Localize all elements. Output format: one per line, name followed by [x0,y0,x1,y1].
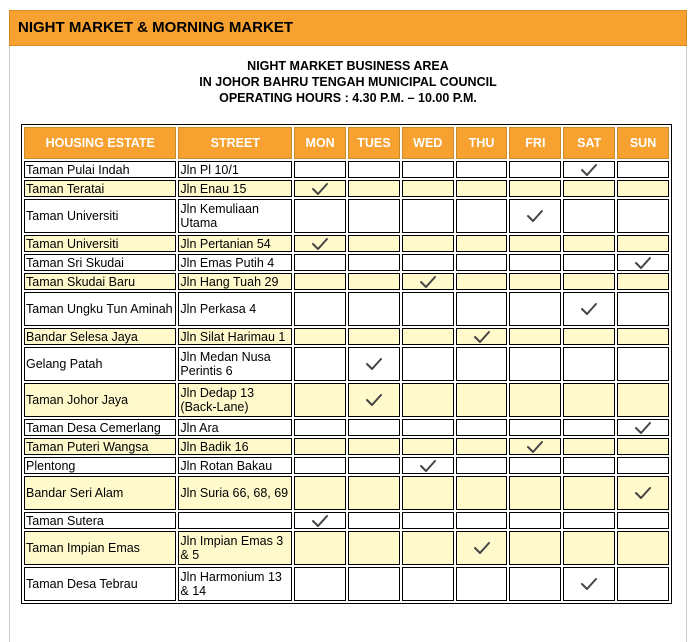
day-cell-wed [402,273,454,290]
checkmark-icon [580,163,598,177]
day-cell-wed [402,292,454,326]
street-cell: Jln Rotan Bakau [178,457,292,474]
table-row [24,457,669,474]
day-cell-thu [456,161,508,178]
day-cell-tues [348,292,400,326]
housing-estate-cell: Taman Universiti [24,235,176,252]
day-cell-mon [294,383,346,417]
page-title: NIGHT MARKET & MORNING MARKET [18,19,293,36]
table-row [24,438,669,455]
day-cell-sat [563,383,615,417]
day-cell-sat [563,438,615,455]
checkmark-icon [526,209,544,223]
day-cell-tues [348,438,400,455]
housing-estate-cell: Taman Ungku Tun Aminah [24,292,176,326]
day-cell-fri [509,347,561,381]
checkmark-icon [365,393,383,407]
checkmark-icon [473,330,491,344]
day-cell-wed [402,512,454,529]
table-row [24,235,669,252]
day-cell-tues [348,457,400,474]
table-row [24,328,669,345]
header-wed: WED [402,127,454,159]
day-cell-tues [348,383,400,417]
day-cell-mon [294,457,346,474]
housing-estate-cell: Taman Universiti [24,199,176,233]
day-cell-sat [563,235,615,252]
table-row [24,161,669,178]
day-cell-thu [456,254,508,271]
table-row [24,383,669,417]
day-cell-mon [294,328,346,345]
day-cell-tues [348,512,400,529]
street-cell: Jln Harmonium 13 & 14 [178,567,292,601]
checkmark-icon [311,237,329,251]
day-cell-sun [617,328,669,345]
table-row [24,254,669,271]
day-cell-mon [294,199,346,233]
housing-estate-cell: Bandar Selesa Jaya [24,328,176,345]
day-cell-sun [617,383,669,417]
day-cell-sat [563,292,615,326]
street-cell: Jln Emas Putih 4 [178,254,292,271]
housing-estate-cell: Taman Sutera [24,512,176,529]
day-cell-tues [348,328,400,345]
day-cell-sat [563,328,615,345]
street-cell: Jln Dedap 13 (Back-Lane) [178,383,292,417]
day-cell-sat [563,476,615,510]
housing-estate-cell: Bandar Seri Alam [24,476,176,510]
day-cell-tues [348,476,400,510]
table-row [24,199,669,233]
checkmark-icon [311,182,329,196]
day-cell-wed [402,476,454,510]
street-cell [178,512,292,529]
table-row [24,476,669,510]
day-cell-mon [294,273,346,290]
content-panel [9,46,687,642]
housing-estate-cell: Taman Impian Emas [24,531,176,565]
street-cell: Jln Enau 15 [178,180,292,197]
table-row [24,273,669,290]
day-cell-sun [617,235,669,252]
checkmark-icon [580,302,598,316]
day-cell-fri [509,512,561,529]
header-mon: MON [294,127,346,159]
day-cell-wed [402,438,454,455]
day-cell-wed [402,567,454,601]
checkmark-icon [634,486,652,500]
day-cell-fri [509,567,561,601]
day-cell-mon [294,347,346,381]
day-cell-tues [348,235,400,252]
housing-estate-cell: Taman Sri Skudai [24,254,176,271]
checkmark-icon [580,577,598,591]
day-cell-sun [617,512,669,529]
header-street: STREET [178,127,292,159]
day-cell-wed [402,180,454,197]
street-cell: Jln Pl 10/1 [178,161,292,178]
housing-estate-cell: Gelang Patah [24,347,176,381]
checkmark-icon [365,357,383,371]
day-cell-mon [294,235,346,252]
day-cell-wed [402,254,454,271]
table-row [24,180,669,197]
day-cell-sun [617,419,669,436]
day-cell-sat [563,199,615,233]
day-cell-fri [509,383,561,417]
day-cell-sat [563,180,615,197]
section-titles [10,58,686,106]
day-cell-fri [509,235,561,252]
day-cell-fri [509,161,561,178]
day-cell-tues [348,531,400,565]
day-cell-thu [456,199,508,233]
page-header [9,10,687,46]
checkmark-icon [634,421,652,435]
day-cell-mon [294,438,346,455]
day-cell-sun [617,161,669,178]
day-cell-tues [348,347,400,381]
day-cell-sun [617,199,669,233]
day-cell-tues [348,180,400,197]
day-cell-thu [456,383,508,417]
day-cell-mon [294,419,346,436]
day-cell-mon [294,567,346,601]
day-cell-thu [456,567,508,601]
header-tues: TUES [348,127,400,159]
day-cell-thu [456,531,508,565]
section-title-line-1: NIGHT MARKET BUSINESS AREA [247,59,449,73]
street-cell: Jln Perkasa 4 [178,292,292,326]
day-cell-thu [456,457,508,474]
street-cell: Jln Medan Nusa Perintis 6 [178,347,292,381]
checkmark-icon [311,514,329,528]
table-header-row [24,127,669,159]
day-cell-sat [563,273,615,290]
housing-estate-cell: Taman Pulai Indah [24,161,176,178]
street-cell: Jln Pertanian 54 [178,235,292,252]
day-cell-wed [402,531,454,565]
day-cell-tues [348,273,400,290]
day-cell-wed [402,419,454,436]
housing-estate-cell: Taman Desa Tebrau [24,567,176,601]
housing-estate-cell: Plentong [24,457,176,474]
housing-estate-cell: Taman Teratai [24,180,176,197]
day-cell-sat [563,161,615,178]
street-cell: Jln Suria 66, 68, 69 [178,476,292,510]
day-cell-thu [456,292,508,326]
day-cell-sat [563,531,615,565]
table-row [24,531,669,565]
street-cell: Jln Hang Tuah 29 [178,273,292,290]
checkmark-icon [419,459,437,473]
day-cell-mon [294,180,346,197]
day-cell-tues [348,161,400,178]
table-row [24,567,669,601]
street-cell: Jln Badik 16 [178,438,292,455]
housing-estate-cell: Taman Puteri Wangsa [24,438,176,455]
day-cell-sat [563,457,615,474]
day-cell-sun [617,273,669,290]
day-cell-tues [348,199,400,233]
checkmark-icon [634,256,652,270]
header-fri: FRI [509,127,561,159]
day-cell-sat [563,254,615,271]
day-cell-wed [402,199,454,233]
street-cell: Jln Impian Emas 3 & 5 [178,531,292,565]
day-cell-sun [617,567,669,601]
housing-estate-cell: Taman Johor Jaya [24,383,176,417]
night-market-schedule-table [21,124,672,604]
table-row [24,512,669,529]
day-cell-fri [509,328,561,345]
day-cell-sun [617,180,669,197]
header-thu: THU [456,127,508,159]
day-cell-tues [348,254,400,271]
day-cell-fri [509,531,561,565]
day-cell-fri [509,292,561,326]
day-cell-fri [509,438,561,455]
table-row [24,292,669,326]
day-cell-sat [563,512,615,529]
day-cell-thu [456,476,508,510]
day-cell-thu [456,328,508,345]
day-cell-mon [294,254,346,271]
day-cell-tues [348,419,400,436]
street-cell: Jln Kemuliaan Utama [178,199,292,233]
table-row [24,347,669,381]
checkmark-icon [473,541,491,555]
day-cell-sun [617,531,669,565]
day-cell-mon [294,512,346,529]
day-cell-wed [402,235,454,252]
day-cell-sun [617,254,669,271]
day-cell-sun [617,476,669,510]
header-sun: SUN [617,127,669,159]
day-cell-mon [294,161,346,178]
day-cell-wed [402,328,454,345]
day-cell-sat [563,347,615,381]
day-cell-thu [456,419,508,436]
day-cell-thu [456,273,508,290]
day-cell-fri [509,199,561,233]
day-cell-fri [509,476,561,510]
day-cell-sat [563,419,615,436]
day-cell-sun [617,347,669,381]
day-cell-wed [402,347,454,381]
table-body [24,161,669,601]
header-sat: SAT [563,127,615,159]
checkmark-icon [526,440,544,454]
day-cell-fri [509,254,561,271]
day-cell-mon [294,531,346,565]
section-title-line-3: OPERATING HOURS : 4.30 P.M. – 10.00 P.M. [219,91,477,105]
day-cell-wed [402,457,454,474]
section-title-line-2: IN JOHOR BAHRU TENGAH MUNICIPAL COUNCIL [199,75,497,89]
day-cell-fri [509,180,561,197]
day-cell-mon [294,292,346,326]
day-cell-thu [456,512,508,529]
street-cell: Jln Ara [178,419,292,436]
day-cell-sat [563,567,615,601]
day-cell-fri [509,457,561,474]
checkmark-icon [419,275,437,289]
day-cell-sun [617,438,669,455]
day-cell-fri [509,419,561,436]
day-cell-tues [348,567,400,601]
day-cell-thu [456,347,508,381]
header-housing-estate: HOUSING ESTATE [24,127,176,159]
day-cell-sun [617,457,669,474]
housing-estate-cell: Taman Skudai Baru [24,273,176,290]
table-row [24,419,669,436]
day-cell-thu [456,180,508,197]
day-cell-thu [456,438,508,455]
day-cell-mon [294,476,346,510]
day-cell-thu [456,235,508,252]
housing-estate-cell: Taman Desa Cemerlang [24,419,176,436]
day-cell-sun [617,292,669,326]
day-cell-wed [402,161,454,178]
day-cell-wed [402,383,454,417]
day-cell-fri [509,273,561,290]
street-cell: Jln Silat Harimau 1 [178,328,292,345]
